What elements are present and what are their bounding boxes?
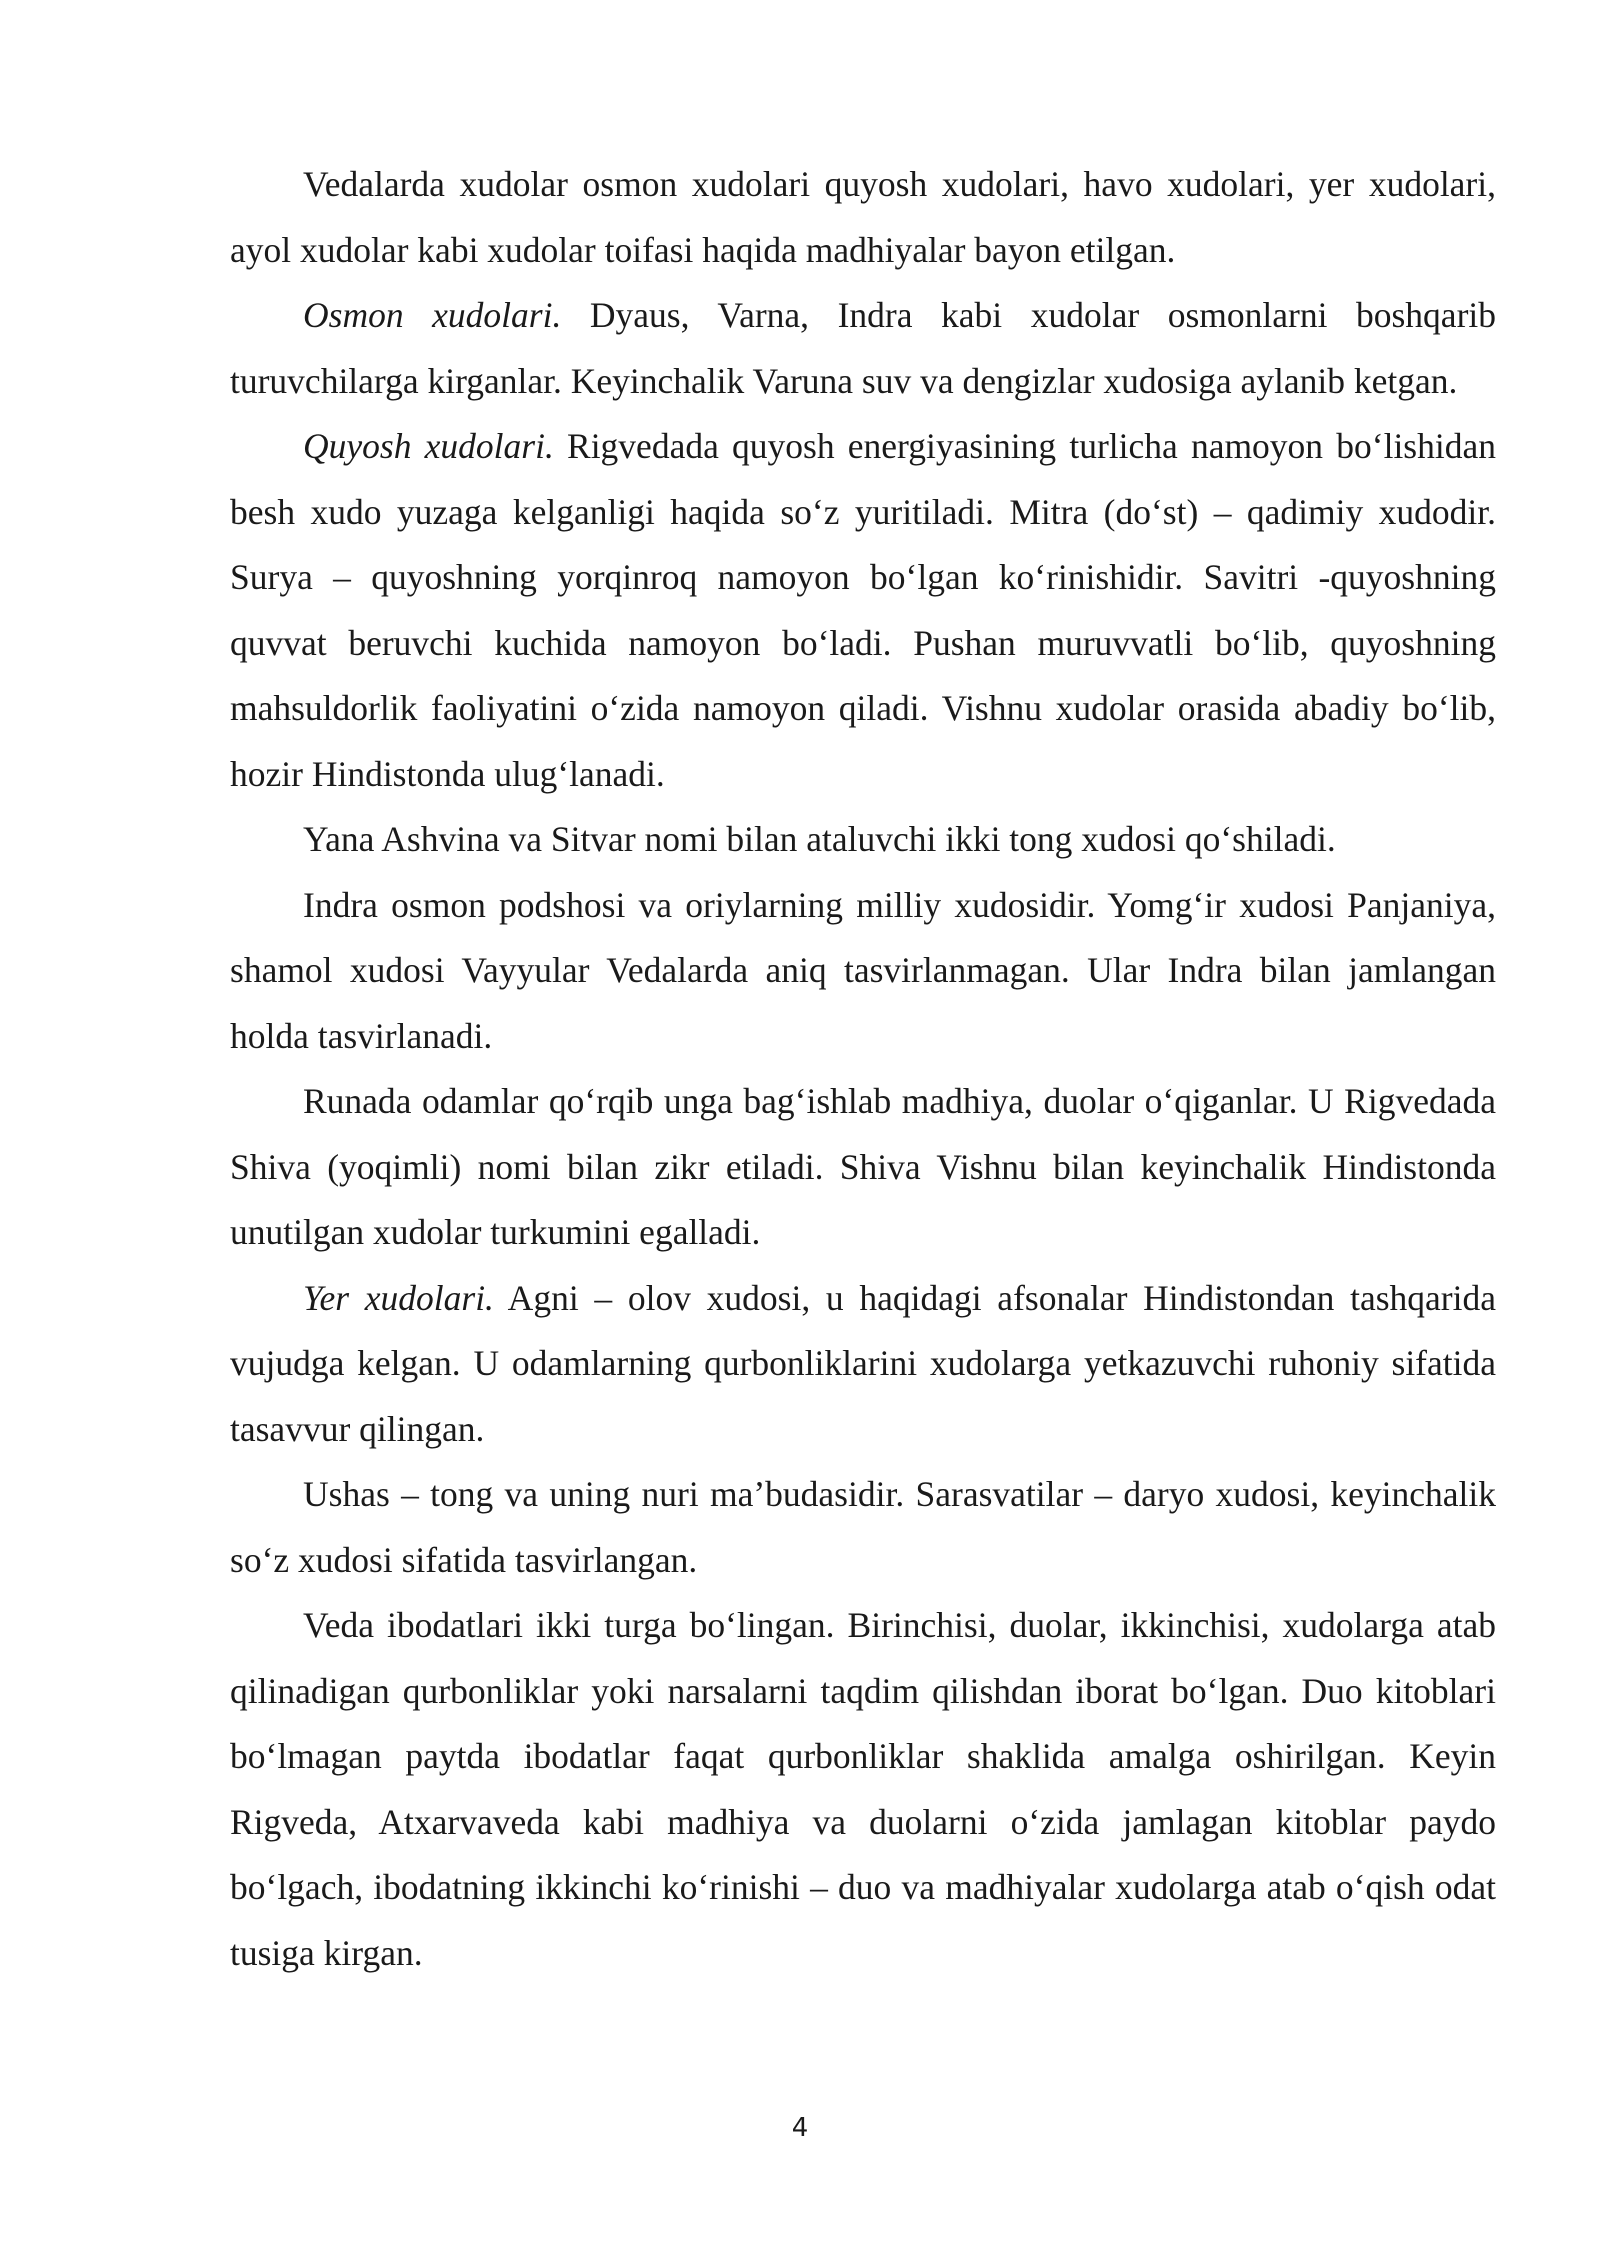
paragraph-text: Dyaus, Varna, Indra kabi xudolar osmonlarni boshqarib turuvchilarga kirganlar. Keyinchalik Varuna suv va dengizlar xudosiga aylanib ketgan. xyxy=(230,295,1497,401)
paragraph-heading: Quyosh xudolari. xyxy=(303,426,554,466)
paragraph-text: Veda ibodatlari ikki turga boʻlingan. Birinchisi, duolar, ikkinchisi, xudolarga atab qilinadigan qurbonliklar yoki narsalarni taqdim qilishdan iborat boʻlgan. Duo kitoblari boʻlmagan paytda ibodatlar faqat qurbonliklar shaklida amalga oshirilgan. Keyin Rigveda, Atxarvaveda kabi madhiya va duolarni oʻzida jamlagan kitoblar paydo boʻlgach, ibodatning ikkinchi koʻrinishi – duo va madhiyalar xudolarga atab oʻqish odat tusiga kirgan. xyxy=(230,1605,1496,1973)
paragraph-4 xyxy=(230,807,1496,873)
paragraph-text: Vedalarda xudolar osmon xudolari quyosh xudolari, havo xudolari, yer xudolari, ayol xudolar kabi xudolar toifasi haqida madhiyalar bayon etilgan. xyxy=(230,164,1496,270)
paragraph-text: Runada odamlar qoʻrqib unga bagʻishlab madhiya, duolar oʻqiganlar. U Rigvedada Shiva (yoqimli) nomi bilan zikr etiladi. Shiva Vishnu bilan keyinchalik Hindistonda unutilgan xudolar turkumini egalladi. xyxy=(230,1081,1496,1252)
paragraph-5 xyxy=(230,873,1496,1070)
paragraph-1 xyxy=(230,152,1496,283)
body-text xyxy=(230,152,1496,1986)
paragraph-heading: Yer xudolari. xyxy=(303,1277,494,1318)
paragraph-text: Ushas – tong va uning nuri maʼbudasidir. Sarasvatilar – daryo xudosi, keyinchalik soʻz xudosi sifatida tasvirlangan. xyxy=(230,1474,1496,1580)
paragraph-text: Agni – olov xudosi, u haqidagi afsonalar Hindistondan tashqarida vujudga kelgan. U odamlarning qurbonliklarini xudolarga yetkazuvchi ruhoniy sifatida tasavvur qilingan. xyxy=(230,1277,1496,1449)
paragraph-7 xyxy=(230,1266,1496,1463)
paragraph-6 xyxy=(230,1069,1496,1266)
paragraph-text: Rigvedada quyosh energiyasining turlicha namoyon boʻlishidan besh xudo yuzaga kelganligi haqida soʻz yuritiladi. Mitra (doʻst) – qadimiy xudodir. Surya – quyoshning yorqinroq namoyon boʻlgan koʻrinishidir. Savitri -quyoshning quvvat beruvchi kuchida namoyon boʻladi. Pushan muruvvatli boʻlib, quyoshning mahsuldorlik faoliyatini oʻzida namoyon qiladi. Vishnu xudolar orasida abadiy boʻlib, hozir Hindistonda ulugʻlanadi. xyxy=(230,426,1496,794)
paragraph-3 xyxy=(230,414,1496,807)
paragraph-heading: Osmon xudolari. xyxy=(303,295,562,335)
paragraph-text: Indra osmon podshosi va oriylarning milliy xudosidir. Yomgʻir xudosi Panjaniya, shamol xudosi Vayyular Vedalarda aniq tasvirlanmagan. Ular Indra bilan jamlangan holda tasvirlanadi. xyxy=(230,884,1496,1056)
paragraph-9 xyxy=(230,1593,1496,1986)
paragraph-2 xyxy=(230,283,1496,414)
paragraph-text: Yana Ashvina va Sitvar nomi bilan ataluvchi ikki tong xudosi qoʻshiladi. xyxy=(303,819,1336,859)
paragraph-8 xyxy=(230,1462,1496,1593)
page-number: 4 xyxy=(791,2113,809,2143)
